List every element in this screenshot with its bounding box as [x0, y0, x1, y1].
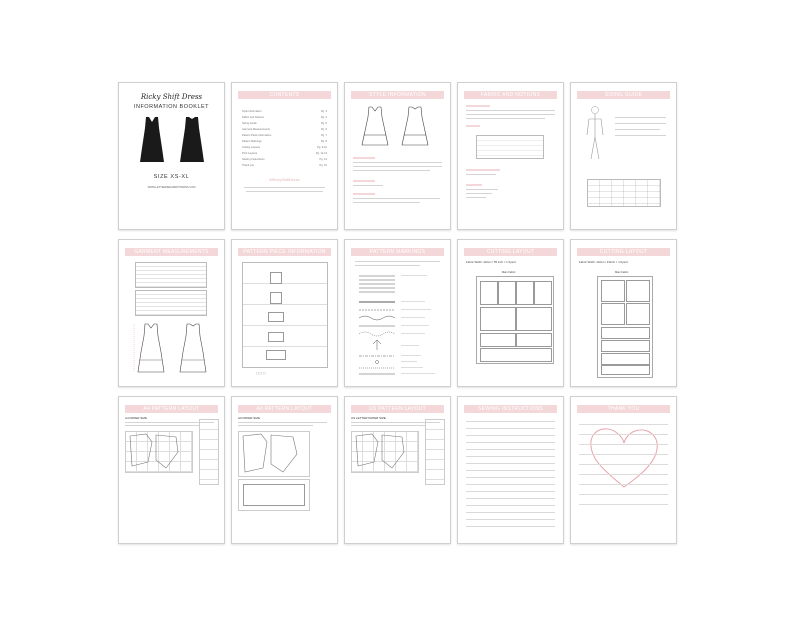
- a4-header: A4 PATTERN LAYOUT: [125, 405, 218, 413]
- contents-item: Style Information Pg. 3: [242, 110, 327, 113]
- us-layout-side: [425, 419, 445, 485]
- fabric-width-label-2: Fabric Width: 110cm / 43inch = 1.5yard: [579, 260, 628, 264]
- cover-website: WWW.LETTERMENAMPATTERNS.COM: [147, 186, 196, 189]
- us-size-label: US LETTER PAPER SIZE: [351, 416, 386, 420]
- style-information-page: [344, 82, 451, 230]
- fabric-requirements-table: [476, 135, 544, 159]
- dress-back-illustration: [176, 116, 208, 164]
- cutting-layout-page-1: [457, 239, 564, 387]
- us-pattern-layout-page: [344, 396, 451, 544]
- sizing-table: [587, 179, 661, 207]
- contents-item: Pattern Markings Pg. 8: [242, 140, 327, 143]
- thank-you-text-block: [579, 419, 668, 509]
- main-fabric-label-1: Main Fabric: [502, 271, 516, 274]
- contents-item: Pattern Piece Information Pg. 7: [242, 134, 327, 137]
- garment-table-cm: [135, 262, 207, 288]
- us-layout-grid: [351, 431, 419, 473]
- sewing-header: SEWING INSTRUCTIONS: [464, 405, 557, 413]
- contents-item: Fabric and Notions Pg. 4: [242, 116, 327, 119]
- hashtag: #RickyShiftDress: [269, 177, 300, 182]
- fabric-header: FABRIC AND NOTIONS: [464, 91, 557, 99]
- cutting-fabric-area-2: [597, 276, 653, 378]
- pattern-markings-page: [344, 239, 451, 387]
- thank-you-page: [570, 396, 677, 544]
- garment-table-inch: [135, 290, 207, 316]
- pattern-pieces-header: PATTERN PIECE INFORMATION: [238, 248, 331, 256]
- cutting-header-2: CUTTING LAYOUT: [577, 248, 670, 256]
- cutting-fabric-area-1: [476, 276, 554, 364]
- dress-front-illustration: [136, 116, 168, 164]
- contents-item: Thank you Pg. 15: [242, 164, 327, 167]
- contents-item: Garment Measurements Pg. 6: [242, 128, 327, 131]
- main-fabric-label-2: Main Fabric: [615, 271, 629, 274]
- cutting-header-1: CUTTING LAYOUT: [464, 248, 557, 256]
- style-header: STYLE INFORMATION: [351, 91, 444, 99]
- a4-layout-side: [199, 419, 219, 485]
- sizing-guide-page: [570, 82, 677, 230]
- cover-title: INFORMATION BOOKLET: [133, 104, 210, 110]
- cover-script-title: Ricky Shift Dress: [140, 93, 203, 101]
- us-header: US PATTERN LAYOUT: [351, 405, 444, 413]
- markings-legend: [355, 270, 441, 380]
- thank-you-header: THANK YOU: [577, 405, 670, 413]
- garment-header: GARMENT MEASUREMENTS: [125, 248, 218, 256]
- cutting-layout-page-2: [570, 239, 677, 387]
- a0-size-label: A0 PAPER SIZE: [238, 416, 260, 420]
- sewing-text-block: [466, 418, 555, 532]
- a0-pattern-layout-page: [231, 396, 338, 544]
- a4-layout-grid: [125, 431, 193, 473]
- markings-header: PATTERN MARKINGS: [351, 248, 444, 256]
- fabric-width-label-1: Fabric Width: 140cm / 55 inch = 1.5yard: [466, 260, 516, 264]
- contents-item: Print Layouts Pg. 11-13: [242, 152, 327, 155]
- style-sketch: [357, 105, 437, 147]
- a4-size-label: A4 PAPER SIZE: [125, 416, 147, 420]
- body-figure-illustration: [583, 105, 607, 161]
- contents-item: Sizing Guide Pg. 5: [242, 122, 327, 125]
- a4-pattern-layout-page: [118, 396, 225, 544]
- a0-layout-sheet-2: [238, 479, 310, 511]
- pattern-piece-info-page: PATTERN PIECE INFORMATION ▢ ▢ ▢: [231, 239, 338, 387]
- contents-list: [242, 110, 327, 170]
- contents-page: [231, 82, 338, 230]
- cover-size-label: SIZE XS-XL: [153, 174, 190, 180]
- contents-header: CONTENTS: [238, 91, 331, 99]
- contents-item: Cutting Layouts Pg. 9-10: [242, 146, 327, 149]
- booklet-pages-grid: [118, 82, 678, 520]
- fabric-notions-page: [457, 82, 564, 230]
- contents-item: Sewing Instructions Pg. 14: [242, 158, 327, 161]
- sizing-header: SIZING GUIDE: [577, 91, 670, 99]
- sewing-instructions-page: [457, 396, 564, 544]
- a0-layout-sheet-1: [238, 431, 310, 477]
- garment-measure-sketch: [131, 322, 215, 376]
- a0-header: A0 PATTERN LAYOUT: [238, 405, 331, 413]
- garment-measurements-page: [118, 239, 225, 387]
- cover-page: [118, 82, 225, 230]
